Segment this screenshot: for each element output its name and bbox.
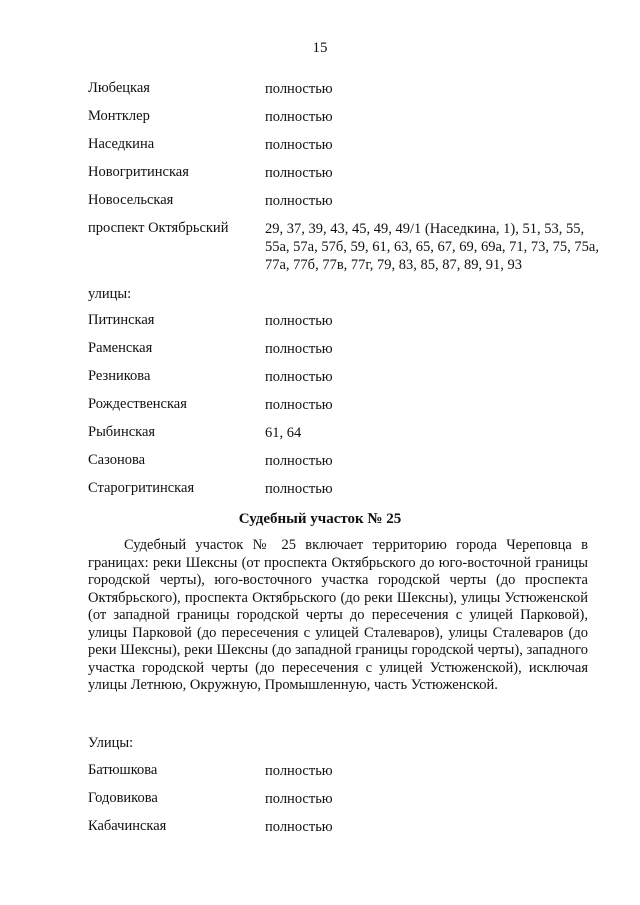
street-name: Наседкина [88, 136, 155, 152]
street-scope: полностью [265, 763, 333, 779]
street-scope: полностью [265, 369, 333, 385]
street-name: Раменская [88, 340, 153, 356]
street-name: Монтклер [88, 108, 150, 124]
street-name: Резникова [88, 368, 151, 384]
street-name: Рыбинская [88, 424, 156, 440]
street-name: Новогритинская [88, 164, 189, 180]
street-name: Батюшкова [88, 762, 158, 778]
street-scope: 61, 64 [265, 425, 302, 441]
streets-label: Улицы: [88, 735, 134, 751]
street-name: Любецкая [88, 80, 150, 96]
page-number: 15 [312, 40, 328, 56]
street-scope: полностью [265, 137, 333, 153]
street-name: Годовикова [88, 790, 158, 806]
street-name: Новосельская [88, 192, 174, 208]
section-heading: Судебный участок № 25 [238, 511, 402, 527]
street-scope: полностью [265, 791, 333, 807]
house-numbers: 29, 37, 39, 43, 45, 49, 49/1 (Наседкина, 1), 51, 53, 55, 55а, 57а, 57б, 59, 61, 63, 65, 67, 69, 69а, 71, 73, 75, 75а, 77а, 77б, 77в, 77г, 79, 83, 85, 87, 89, 91, 93 [265, 221, 599, 273]
street-scope: полностью [265, 313, 333, 329]
street-name: Кабачинская [88, 818, 167, 834]
street-scope: полностью [265, 819, 333, 835]
street-scope: полностью [265, 453, 333, 469]
streets-label: улицы: [88, 286, 132, 302]
street-name: Рождественская [88, 396, 187, 412]
street-scope: полностью [265, 165, 333, 181]
street-name: Старогритинская [88, 480, 195, 496]
street-scope: полностью [265, 109, 333, 125]
street-name: Питинская [88, 312, 155, 328]
street-name: Сазонова [88, 452, 146, 468]
street-scope: полностью [265, 341, 333, 357]
street-scope: полностью [265, 481, 333, 497]
street-scope: полностью [265, 81, 333, 97]
section-paragraph: Судебный участок № 25 включает территорию города Череповца в границах: реки Шексны (от проспекта Октябрьского до юго-восточной границы городской черты), юго-восточного участка городской черты (до проспекта Октябрьского), проспекта Октябрьского (до реки Шексны), улицы Устюженской (от западной границы городской черты до пересечения с улицей Парковой), улицы Парковой (до пересечения с улицей Сталеваров), улицы Сталеваров (до реки Шексны), реки Шексны (до западной границы городской черты), западного участка городской черты (до пересечения с улицей Устюженской), исключая улицы Летнюю, Окружную, Промышленную, часть Устюженской. [88, 537, 588, 693]
street-scope: полностью [265, 193, 333, 209]
street-name: проспект Октябрьский [88, 220, 229, 236]
street-scope: полностью [265, 397, 333, 413]
